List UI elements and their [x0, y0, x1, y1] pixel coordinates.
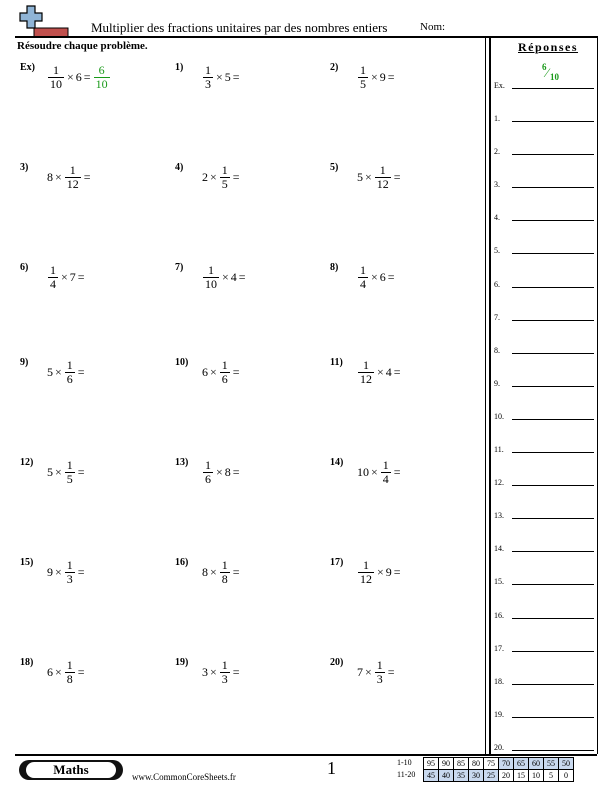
whole-number: 9 — [385, 564, 392, 579]
answer-label: 14. — [494, 544, 504, 554]
footer-divider — [15, 754, 597, 756]
site-url: www.CommonCoreSheets.fr — [132, 772, 236, 782]
score-row — [424, 770, 574, 782]
answer-label: Ex. — [494, 81, 505, 90]
denominator: 8 — [66, 671, 73, 686]
whole-number: 5 — [47, 464, 53, 479]
numerator: 1 — [363, 358, 369, 372]
fraction — [203, 459, 213, 485]
whole-number: 4 — [230, 269, 237, 284]
answer-blank[interactable] — [512, 320, 594, 321]
answer-blank[interactable] — [512, 717, 594, 718]
answer-blank[interactable] — [512, 154, 594, 155]
numerator: 1 — [66, 358, 73, 372]
answer-label: 20. — [494, 742, 504, 752]
score-cell: 20 — [499, 770, 514, 782]
denominator: 3 — [66, 571, 73, 586]
whole-number: 9 — [47, 564, 53, 579]
problem-expression — [201, 559, 241, 585]
score-cell: 10 — [529, 770, 544, 782]
problem-expression — [46, 559, 86, 585]
answer-blank[interactable] — [512, 386, 594, 387]
problem-expression — [356, 264, 396, 290]
answer-fraction — [94, 64, 110, 90]
answer-row — [494, 304, 594, 324]
fraction — [358, 264, 368, 290]
fraction — [65, 164, 81, 190]
score-cell: 85 — [454, 758, 469, 770]
fraction — [220, 659, 230, 685]
times-sign: × — [210, 169, 217, 184]
score-row — [424, 758, 574, 770]
answer-row — [494, 502, 594, 522]
answer-row — [494, 668, 594, 688]
equals-sign: = — [232, 169, 240, 184]
problem-number: 15) — [20, 557, 34, 568]
answer-blank[interactable] — [512, 88, 594, 89]
problem-expression — [201, 459, 241, 485]
denominator: 5 — [221, 176, 228, 191]
answer-row — [494, 734, 594, 754]
answer-denominator: 10 — [550, 72, 559, 82]
equals-sign: = — [232, 69, 240, 84]
plus-logo-icon — [18, 4, 70, 38]
times-sign: × — [365, 664, 372, 679]
times-sign: × — [371, 464, 378, 479]
denominator: 6 — [205, 471, 211, 486]
problem-expression — [46, 64, 112, 90]
denominator: 12 — [66, 176, 79, 191]
problem-expression — [201, 264, 247, 290]
answer-blank[interactable] — [512, 121, 594, 122]
whole-number: 10 — [357, 464, 369, 479]
problem-number: 19) — [175, 657, 189, 668]
equals-sign: = — [232, 664, 240, 679]
problem-expression — [356, 659, 396, 685]
numerator: 1 — [221, 358, 228, 372]
whole-number: 3 — [202, 664, 208, 679]
answer-blank[interactable] — [512, 419, 594, 420]
answer-blank[interactable] — [512, 287, 594, 288]
header-divider — [15, 36, 597, 38]
fraction — [358, 559, 374, 585]
answer-label: 15. — [494, 577, 504, 587]
problem-number: 3) — [20, 162, 29, 173]
answer-label: 13. — [494, 511, 504, 521]
answer-row — [494, 171, 594, 191]
answer-blank[interactable] — [512, 750, 594, 751]
score-cell: 60 — [529, 758, 544, 770]
answer-blank[interactable] — [512, 618, 594, 619]
numerator: 1 — [66, 458, 73, 472]
times-sign: × — [216, 464, 223, 479]
numerator: 1 — [205, 458, 211, 472]
denominator: 12 — [360, 371, 372, 386]
problem-expression — [356, 164, 402, 190]
denominator: 12 — [360, 571, 372, 586]
subject-label: Maths — [26, 762, 116, 778]
whole-number: 7 — [357, 664, 363, 679]
equals-sign: = — [393, 464, 401, 479]
whole-number: 9 — [379, 69, 386, 84]
problem-expression — [46, 164, 92, 190]
fraction — [220, 559, 230, 585]
answer-label: 12. — [494, 478, 504, 488]
whole-number: 8 — [47, 169, 53, 184]
score-cell: 50 — [559, 758, 574, 770]
answer-label: 16. — [494, 610, 504, 620]
score-cell: 35 — [454, 770, 469, 782]
times-sign: × — [210, 664, 217, 679]
numerator: 1 — [360, 263, 366, 277]
page-number: 1 — [327, 758, 336, 778]
problem-number: 6) — [20, 262, 29, 273]
answer-label: 10. — [494, 411, 504, 421]
numerator: 1 — [379, 163, 386, 177]
answer-label: 8. — [494, 345, 500, 355]
answer-blank[interactable] — [512, 485, 594, 486]
denominator: 3 — [205, 76, 211, 91]
answer-blank[interactable] — [512, 353, 594, 354]
whole-number: 8 — [202, 564, 208, 579]
score-cell: 0 — [559, 770, 574, 782]
times-sign: × — [371, 69, 378, 84]
problem-expression — [46, 659, 86, 685]
fraction — [220, 164, 230, 190]
denominator: 12 — [376, 176, 389, 191]
worksheet-title: Multiplier des fractions unitaires par des nombres entiers — [91, 20, 388, 35]
problem-expression — [356, 64, 396, 90]
problem-expression — [356, 459, 402, 485]
equals-sign: = — [77, 269, 85, 284]
problem-expression — [46, 459, 86, 485]
problem-number: 17) — [330, 557, 344, 568]
answer-label: 5. — [494, 246, 500, 256]
answer-row — [494, 403, 594, 423]
problem-number: 13) — [175, 457, 189, 468]
problem-number: 20) — [330, 657, 344, 668]
answer-numerator: 6 — [542, 62, 547, 72]
times-sign: × — [365, 169, 372, 184]
score-cell: 70 — [499, 758, 514, 770]
problem-expression — [201, 359, 241, 385]
problem-number: 11) — [330, 357, 343, 368]
numerator: 1 — [376, 658, 383, 672]
whole-number: 5 — [47, 364, 53, 379]
fraction — [65, 459, 75, 485]
problem-expression — [356, 559, 402, 585]
answer-row — [494, 602, 594, 622]
score-cell: 65 — [514, 758, 529, 770]
problem-expression — [356, 359, 402, 385]
times-sign: × — [377, 364, 384, 379]
problem-number: 1) — [175, 62, 184, 73]
answer-row — [494, 271, 594, 291]
answer-row — [494, 337, 594, 357]
problem-number: Ex) — [20, 62, 35, 73]
answer-row — [494, 635, 594, 655]
numerator: 1 — [382, 458, 389, 472]
score-cell: 90 — [439, 758, 454, 770]
numerator: 1 — [66, 558, 73, 572]
equals-sign: = — [387, 664, 395, 679]
answer-label: 4. — [494, 213, 500, 223]
answer-row — [494, 204, 594, 224]
column-divider — [489, 36, 491, 754]
times-sign: × — [67, 69, 74, 84]
fraction — [220, 359, 230, 385]
numerator: 1 — [221, 558, 228, 572]
problem-number: 18) — [20, 657, 34, 668]
equals-sign: = — [232, 364, 240, 379]
numerator: 1 — [221, 658, 228, 672]
fraction-slash: ⁄ — [546, 65, 549, 80]
times-sign: × — [61, 269, 68, 284]
denominator: 10 — [50, 76, 62, 91]
problem-expression — [201, 659, 241, 685]
answer-label: 2. — [494, 147, 500, 157]
problem-number: 7) — [175, 262, 184, 273]
denominator: 5 — [66, 471, 73, 486]
whole-number: 4 — [385, 364, 392, 379]
times-sign: × — [371, 269, 378, 284]
equals-sign: = — [393, 364, 401, 379]
fraction — [358, 64, 368, 90]
problem-expression — [46, 264, 86, 290]
whole-number: 6 — [47, 664, 53, 679]
equals-sign: = — [77, 564, 85, 579]
denominator: 4 — [360, 276, 366, 291]
answer-row — [494, 436, 594, 456]
numerator: 1 — [360, 63, 366, 77]
score-cell: 45 — [424, 770, 439, 782]
whole-number: 6 — [202, 364, 208, 379]
numerator: 1 — [66, 658, 73, 672]
fraction — [203, 64, 213, 90]
score-cell: 95 — [424, 758, 439, 770]
score-cell: 15 — [514, 770, 529, 782]
fraction — [65, 559, 75, 585]
problem-expression — [201, 64, 241, 90]
equals-sign: = — [387, 269, 395, 284]
times-sign: × — [216, 69, 223, 84]
answer-label: 7. — [494, 312, 500, 322]
score-cell: 55 — [544, 758, 559, 770]
answer-row — [494, 701, 594, 721]
answer-blank[interactable] — [512, 518, 594, 519]
answer-label: 6. — [494, 279, 500, 289]
problem-number: 12) — [20, 457, 34, 468]
equals-sign: = — [393, 169, 401, 184]
answer-row — [494, 105, 594, 125]
equals-sign: = — [83, 169, 91, 184]
equals-sign: = — [232, 464, 240, 479]
answer-label: 19. — [494, 709, 504, 719]
times-sign: × — [55, 169, 62, 184]
answer-label: 9. — [494, 378, 500, 388]
denominator: 4 — [50, 276, 56, 291]
equals-sign: = — [77, 464, 85, 479]
fraction — [358, 359, 374, 385]
numerator: 1 — [363, 558, 369, 572]
whole-number: 8 — [224, 464, 231, 479]
equals-sign: = — [83, 69, 91, 84]
problem-number: 8) — [330, 262, 339, 273]
score-row-label: 1-10 — [397, 758, 412, 767]
answer-row-example — [494, 62, 594, 92]
problem-number: 2) — [330, 62, 339, 73]
numerator: 1 — [221, 163, 228, 177]
fraction — [381, 459, 391, 485]
times-sign: × — [55, 564, 62, 579]
problem-number: 4) — [175, 162, 184, 173]
equals-sign: = — [77, 364, 85, 379]
whole-number: 6 — [379, 269, 386, 284]
fraction — [375, 164, 391, 190]
answer-blank[interactable] — [512, 551, 594, 552]
answer-blank[interactable] — [512, 684, 594, 685]
times-sign: × — [55, 464, 62, 479]
instructions: Résoudre chaque problème. — [17, 40, 148, 52]
whole-number: 6 — [75, 69, 82, 84]
problem-expression — [46, 359, 86, 385]
numerator: 1 — [205, 63, 211, 77]
answer-label: 11. — [494, 445, 504, 454]
times-sign: × — [377, 564, 384, 579]
denominator: 10 — [95, 76, 108, 91]
answer-blank[interactable] — [512, 584, 594, 585]
score-cell: 40 — [439, 770, 454, 782]
answer-row — [494, 370, 594, 390]
answer-row — [494, 535, 594, 555]
answer-blank[interactable] — [512, 452, 594, 453]
times-sign: × — [222, 269, 229, 284]
denominator: 10 — [205, 276, 217, 291]
subject-badge — [19, 760, 123, 780]
fraction — [203, 264, 219, 290]
denominator: 5 — [360, 76, 366, 91]
fraction — [48, 264, 58, 290]
answer-row — [494, 138, 594, 158]
answer-row — [494, 469, 594, 489]
equals-sign: = — [393, 564, 401, 579]
score-row-label: 11-20 — [397, 770, 416, 779]
answer-label: 17. — [494, 643, 504, 653]
times-sign: × — [55, 364, 62, 379]
score-cell: 30 — [469, 770, 484, 782]
numerator: 1 — [69, 163, 76, 177]
column-divider — [485, 36, 486, 754]
equals-sign: = — [238, 269, 246, 284]
answer-blank[interactable] — [512, 220, 594, 221]
denominator: 6 — [221, 371, 228, 386]
numerator: 1 — [208, 263, 214, 277]
answer-label: 3. — [494, 180, 500, 190]
answer-label: 18. — [494, 676, 504, 686]
problem-number: 14) — [330, 457, 344, 468]
name-label: Nom: — [420, 21, 446, 33]
denominator: 8 — [221, 571, 228, 586]
problem-number: 10) — [175, 357, 189, 368]
times-sign: × — [210, 364, 217, 379]
answer-row — [494, 237, 594, 257]
whole-number: 2 — [202, 169, 208, 184]
fraction — [375, 659, 385, 685]
numerator: 1 — [53, 63, 59, 77]
fraction — [48, 64, 64, 90]
denominator: 3 — [221, 671, 228, 686]
score-cell: 5 — [544, 770, 559, 782]
numerator: 6 — [98, 63, 105, 77]
numerator: 1 — [50, 263, 56, 277]
answer-label: 1. — [494, 114, 500, 123]
problem-number: 16) — [175, 557, 189, 568]
fraction — [65, 359, 75, 385]
problem-number: 9) — [20, 357, 29, 368]
fraction — [65, 659, 75, 685]
score-cell: 80 — [469, 758, 484, 770]
times-sign: × — [55, 664, 62, 679]
problem-number: 5) — [330, 162, 339, 173]
score-table — [423, 757, 574, 782]
whole-number: 7 — [69, 269, 76, 284]
denominator: 6 — [66, 371, 73, 386]
answer-blank[interactable] — [512, 651, 594, 652]
whole-number: 5 — [224, 69, 231, 84]
answer-row — [494, 568, 594, 588]
problem-expression — [201, 164, 241, 190]
whole-number: 5 — [357, 169, 363, 184]
times-sign: × — [210, 564, 217, 579]
score-cell: 25 — [484, 770, 499, 782]
answer-blank[interactable] — [512, 253, 594, 254]
right-border — [597, 36, 598, 754]
equals-sign: = — [77, 664, 85, 679]
answer-blank[interactable] — [512, 187, 594, 188]
answer-key-title: Réponses — [518, 40, 579, 54]
equals-sign: = — [387, 69, 395, 84]
equals-sign: = — [232, 564, 240, 579]
denominator: 4 — [382, 471, 389, 486]
denominator: 3 — [376, 671, 383, 686]
score-cell: 75 — [484, 758, 499, 770]
